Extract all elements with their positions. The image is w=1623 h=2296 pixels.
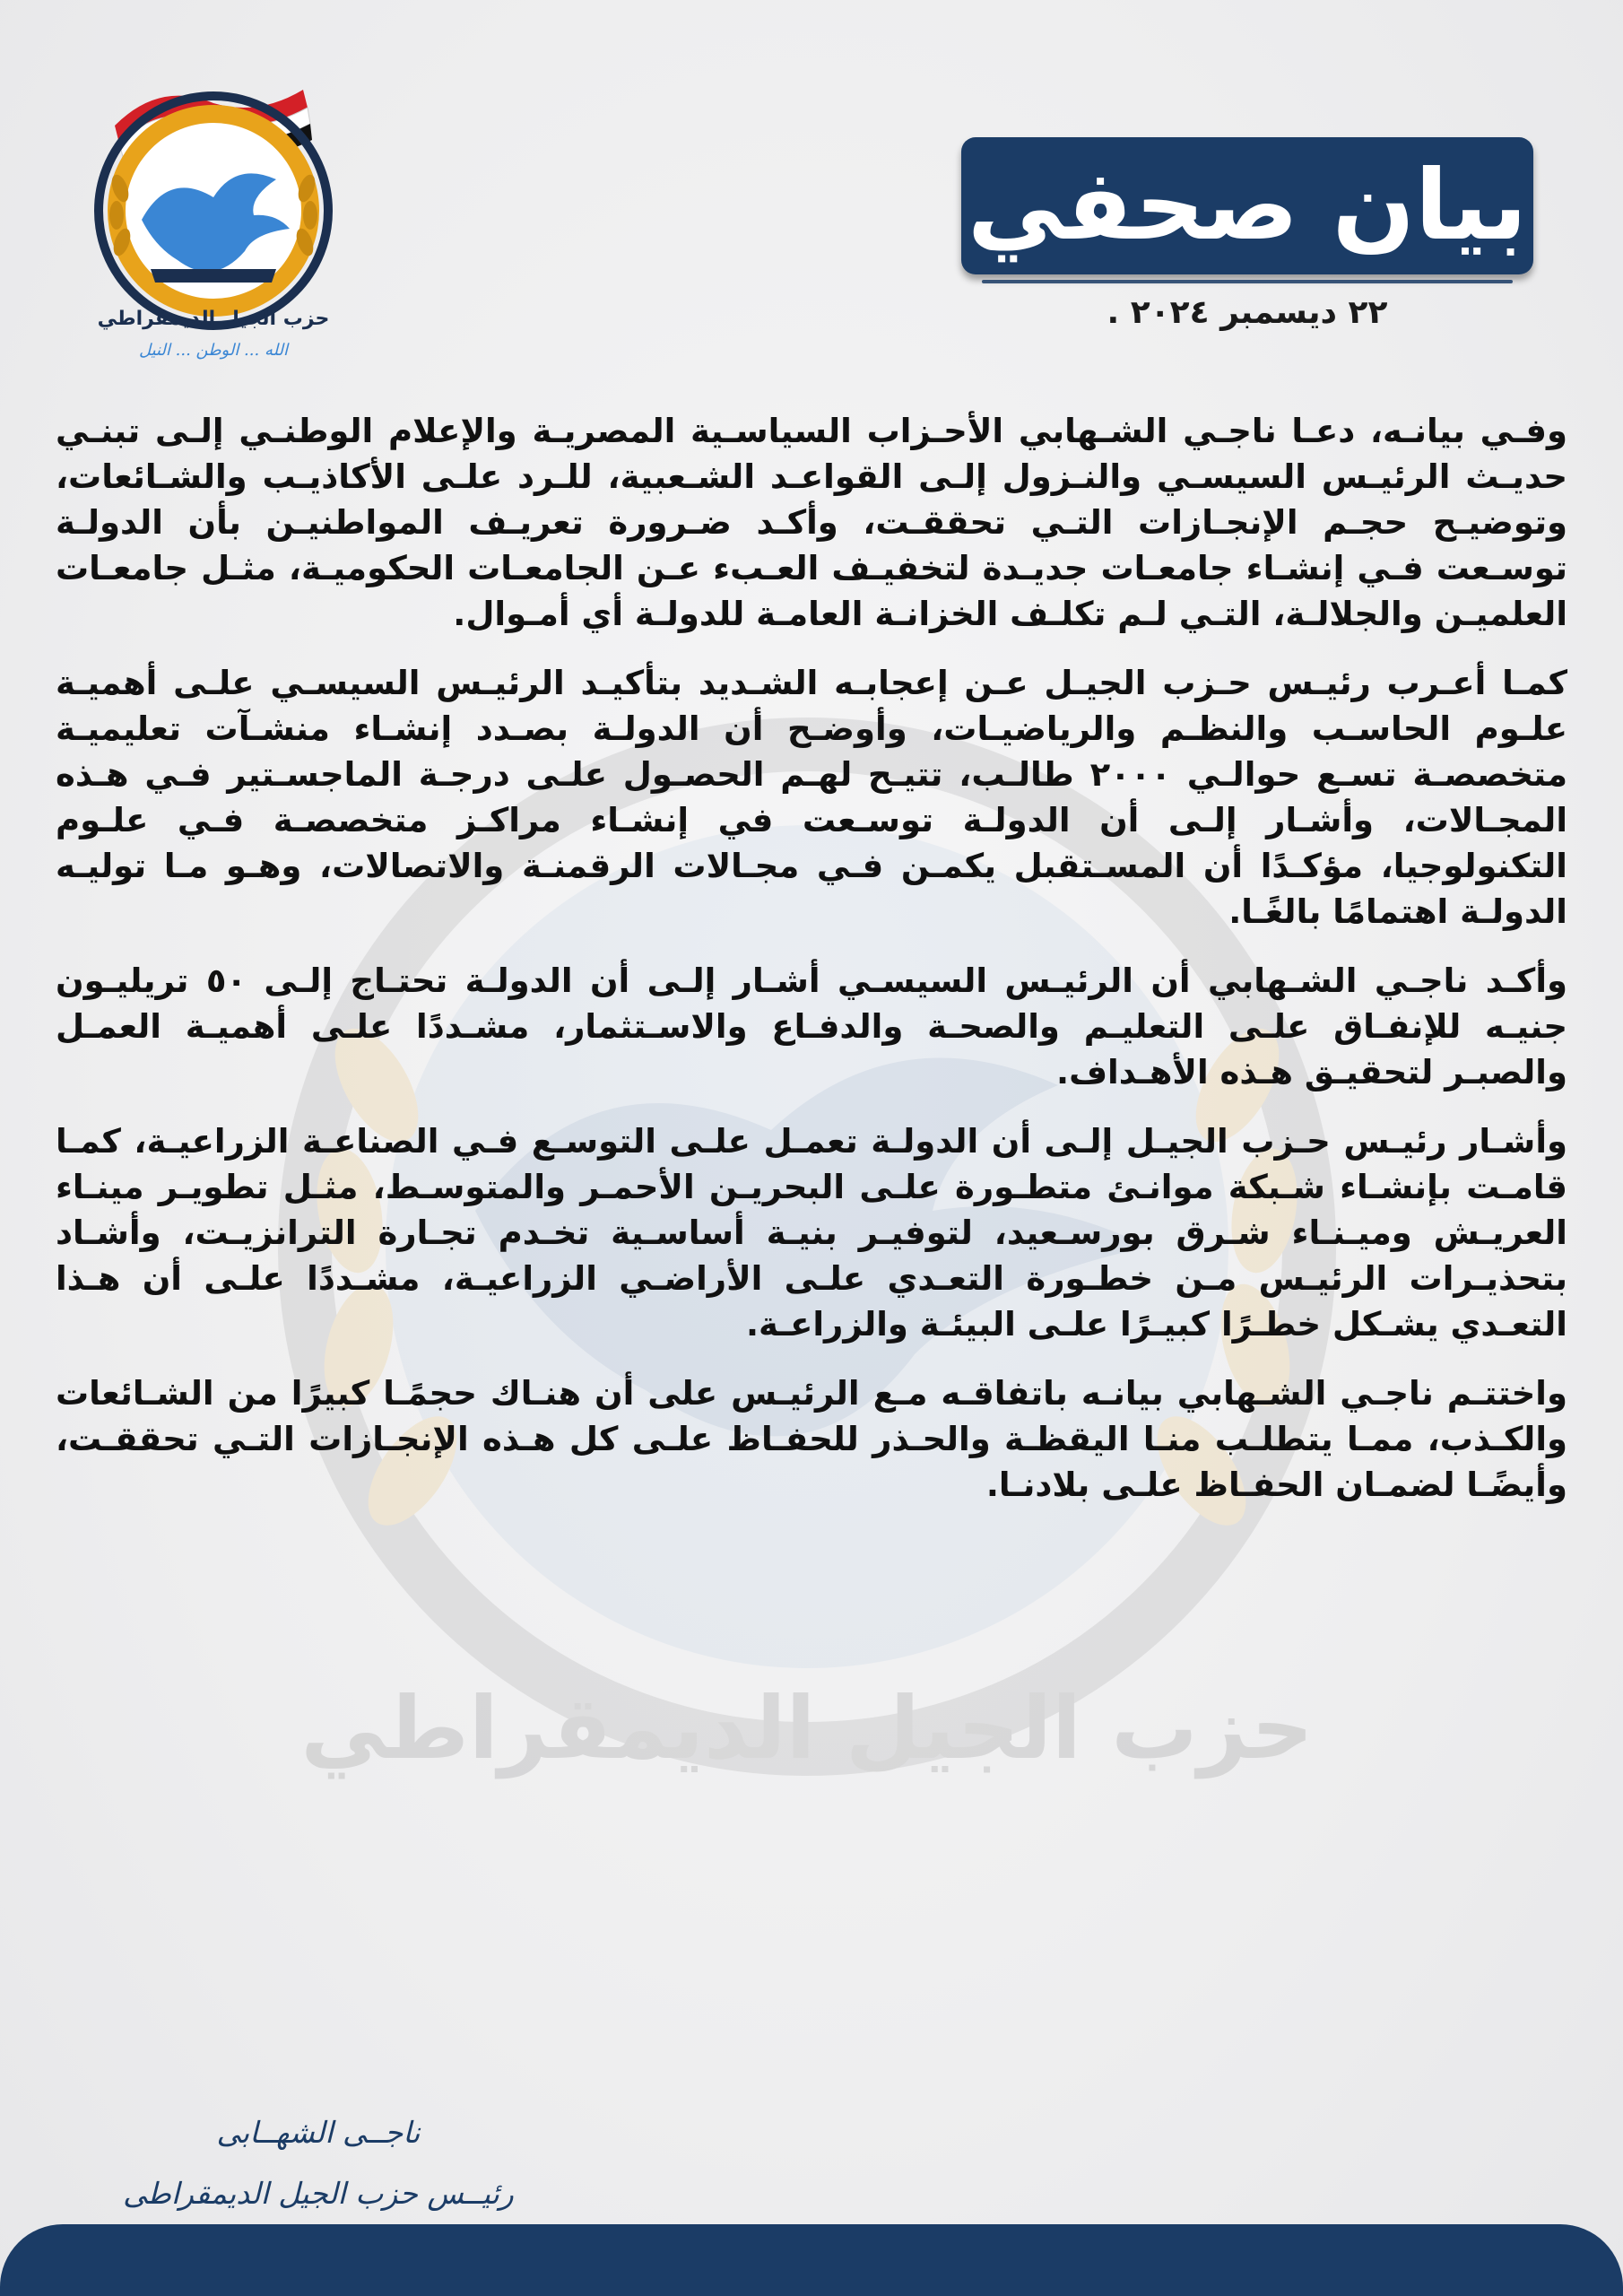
party-logo bbox=[79, 63, 348, 368]
signatory-title: رئيــس حزب الجيل الديمقراطى bbox=[123, 2176, 514, 2211]
watermark-text: حزب الجيل الديمقراطي bbox=[300, 1678, 1314, 1779]
signatory-name: ناجــى الشهــابى bbox=[216, 2115, 421, 2150]
press-release-title-box bbox=[961, 137, 1533, 274]
paragraph-2: كمـا أعـرب رئيـس حـزب الجيـل عـن إعجابـه الشـديد بتأكيـد الرئيـس السيسـي علـى أهميـة علـوم الحاسـب والنظـم والرياضيـات، وأوضـح أن الدولـة بصـدد إنشـاء منشـآت تعليميـة متخصصـة تسـع حوالـي ٢٠٠٠ طالـب، تتيـح لهـم الحصـول علـى درجـة الماجسـتير فـي هـذه المجـالات، وأشـار إلـى أن الدولـة توسـعت في إنشـاء مراكـز متخصصـة فـي علـوم التكنولوجيا، مؤكـدًا أن المسـتقبل يكمـن فـي مجـالات الرقمنـة والاتصالات، وهـو مـا توليـه الدولـة اهتمامًا بالغًـا. bbox=[56, 664, 1567, 931]
release-date: ٢٢ ديسمبر ٢٠٢٤ . bbox=[1107, 294, 1388, 331]
title-underline bbox=[982, 280, 1513, 283]
statement-body bbox=[56, 408, 1567, 1531]
logo-name: حزب الجيل الديمقراطي bbox=[97, 308, 330, 330]
footer-bar bbox=[0, 2224, 1623, 2296]
signature-block bbox=[108, 2108, 529, 2219]
paragraph-1: وفـي بيانـه، دعـا ناجـي الشـهابي الأحـزاب السياسـية المصريـة والإعلام الوطنـي إلـى تبنـي حديـث الرئيـس السيسـي والنـزول إلـى القواعـد الشـعبية، للـرد علـى الأكاذيـب والشـائعات، وتوضيـح حجـم الإنجـازات التـي تحققـت، وأكـد ضـرورة تعريـف المواطنيـن بأن الدولـة توسـعت فـي إنشـاء جامعـات جديـدة لتخفيـف العـبء عـن الجامعـات الحكوميـة، مثـل جامعـات العلميـن والجلالـة، التـي لـم تكلـف الخزانـة العامـة للدولـة أي أمـوال. bbox=[56, 412, 1567, 633]
paragraph-3: وأكـد ناجـي الشـهابي أن الرئيـس السيسـي أشـار إلـى أن الدولـة تحتـاج إلـى ٥٠ تريليـون جنيـه للإنفـاق علـى التعليـم والصحـة والدفـاع والاسـتثمار، مشـددًا علـى أهميـة العمـل والصبـر لتحقيـق هـذه الأهـداف. bbox=[56, 961, 1567, 1091]
logo-slogan: الله ... الوطن ... النيل bbox=[138, 341, 289, 360]
paragraph-5: واختتـم ناجـي الشـهابي بيانـه باتفاقـه مـع الرئيـس على أن هنـاك حجمًـا كبيرًا من الشـائعات والكـذب، ممـا يتطلـب منـا اليقظـة والحـذر للحفـاظ علـى كل هـذه الإنجـازات التـي تحققـت، وأيضًـا لضمـان الحفـاظ علـى بلادنـا. bbox=[56, 1374, 1567, 1504]
page-title: بيان صحفي bbox=[967, 149, 1528, 262]
paragraph-4: وأشـار رئيـس حـزب الجيـل إلـى أن الدولـة تعمـل علـى التوسـع فـي الصناعـة الزراعيـة، كمـا قامـت بإنشـاء شـبكة موانـئ متطـورة علـى البحريـن الأحمـر والمتوسـط، مثـل تطويـر مينـاء العريـش وميـنـاء شـرق بورسـعيد، لتوفيـر بنيـة أساسـية تخـدم تجـارة الترانزيـت، وأشـاد بتحذيـرات الرئيـس مـن خطـورة التعـدي علـى الأراضـي الزراعيـة، مشـددًا علـى أن هـذا التعـدي يشـكل خطـرًا كبيـرًا علـى البيئـة والزراعـة. bbox=[56, 1122, 1567, 1344]
